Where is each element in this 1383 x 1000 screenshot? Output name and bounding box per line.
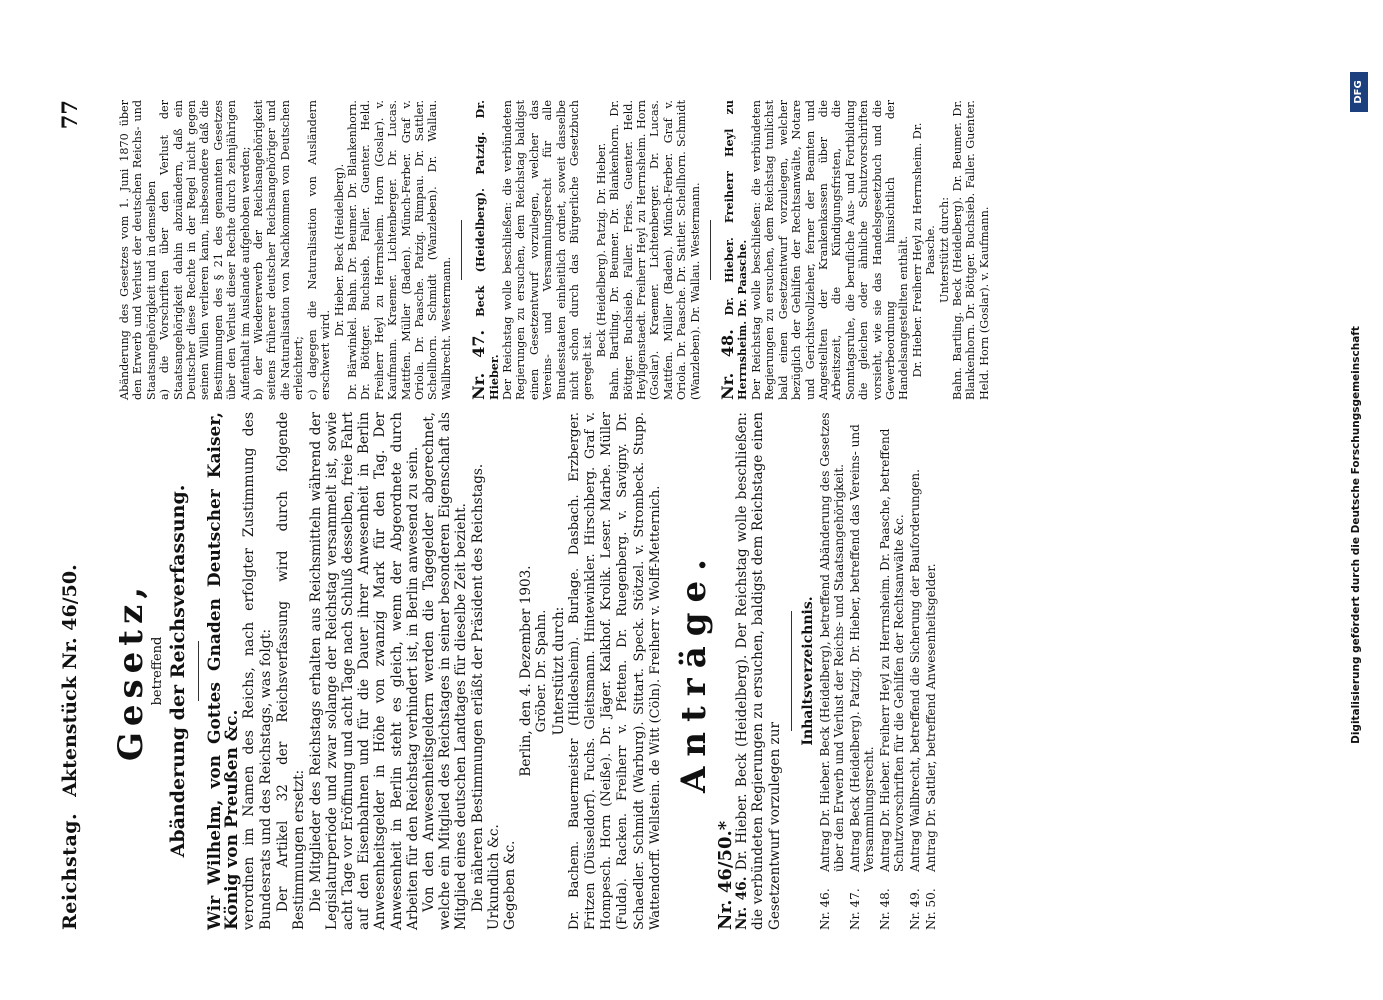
law-title: Gesetz, [111,580,151,762]
toc-row [878,412,906,930]
left-column [108,412,940,930]
nr46-label: Nr. 46. [734,876,751,930]
nr47-text: Der Reichstag wolle beschließen: die verbündeten Regierungen zu ersuchen, dem Reichstag baldigst einen Gesetzentwurf vorzulegen, welcher das Vereins- und Versammlungsrecht für alle Bundesstaaten einheitlich ordnet, soweit dasselbe nicht schon durch das Bürgerliche Gesetzbuch geregelt ist. [500,100,595,400]
toc-row [908,412,922,930]
header-left: Reichstag. [58,812,81,930]
nr47-signers: Beck (Heidelberg). Patzig. Dr. Hieber. [594,142,608,358]
right-column [118,100,991,400]
place-date: Berlin, den 4. Dezember 1903. [518,565,535,777]
nr48-signers: Dr. Hieber. Freiherr Heyl zu Herrnsheim. Dr. Paasche. [910,122,938,378]
divider [791,611,792,731]
law-enactment-formula: Wir Wilhelm, von Gottes Gnaden Deutscher Kaiser, König von Preußen &c. [205,412,243,930]
law-intro: verordnen im Namen des Reichs, nach erfolgter Zustimmung des Bundesrats und des Reichstags, was folgt: [241,412,275,930]
antraege-heading: Anträge. [674,549,715,793]
divider [461,220,462,280]
toc-text: Antrag Dr. Hieber. Freiherr Heyl zu Herrnsheim. Dr. Paasche, betreffend Schutzvorschriften für die Gehilfen der Rechtsanwälte &c. [878,428,907,872]
nr48-supported-label: Unterstützt durch: [937,197,951,303]
law-closing-1: Urkundlich &c. [485,824,502,930]
toc-text: Antrag Dr. Hieber. Beck (Heidelberg), betreffend Abänderung des Gesetzes über den Erwerb und Verlust der Reichs- und Staatsangehörigkeit. [818,412,847,872]
toc-text: Antrag Dr. Sattler, betreffend Anwesenheitsgelder. [924,563,939,872]
toc-number: Nr. 50. [924,888,939,930]
law-paragraph-1: Der Artikel 32 der Reichsverfassung wird durch folgende Bestimmungen ersetzt: [275,412,308,930]
header-document-number: Aktenstück Nr. 46/50. [58,564,81,797]
dfg-logo: DFG [1350,72,1368,112]
divider [710,220,711,280]
law-closing-2: Gegeben &c. [502,840,519,930]
law-subtitle: betreffend [150,636,165,706]
page-number: 77 [56,100,82,130]
nr48-label: Nr. 48. [718,329,738,400]
nr46-supporters: Dr. Bärwinkel. Bahn. Dr. Beumer. Dr. Blankenhorn. Dr. Böttger. Buchsieb. Faller. Guenter. Held. Freiherr Heyl zu Herrnsheim. Horn (Goslar). v. Kaufmann. Kraemer. Lichtenberger. Dr. Lucas. Mattfen. Müller (Baden). Münch-Ferber. Graf v. Oriola. Dr. Paasche. Patzig. Rimpau. Dr. Sattler. Schellhorn. Schmidt (Wanzleben). Dr. Wallau. Wallbrecht. Westermann. [345,100,453,400]
nr46-text: Dr. Hieber. Beck (Heidelberg). Der Reichstag wolle beschließen: die verbündeten Regierungen zu ersuchen, baldigst dem Reichstage einen Gesetzentwurf vorzulegen zur [734,412,783,930]
nr47-label: Nr. 47. [469,329,489,400]
toc-text: Antrag Beck (Heidelberg). Patzig. Dr. Hieber, betreffend das Vereins- und Versammlungsrecht. [848,424,877,872]
toc-title: Inhaltsverzeichnis. [799,596,816,746]
toc-row [848,412,876,930]
nr48-heading: Dr. Hieber. Freiherr Heyl zu Herrnsheim. Dr. Paasche. [722,100,750,400]
nr46-item-c: c) dagegen die Naturalisation von Ausländern erschwert wird. [305,100,333,400]
nr46-signers: Dr. Hieber. Beck (Heidelberg). [332,163,346,337]
law-supporters: Dr. Bachem. Bauermeister (Hildesheim). Burlage. Dasbach. Erzberger. Fritzen (Düsseldorf). Fuchs. Gleitsmann. Hintewinkler. Hirschberg. Graf v. Hompesch. Horn (Neiße). Dr. Jäger. Kalkhof. Krolik. Leser. Marbe. Müller (Fulda). Racken. Freiherr v. Pfetten. Dr. Ruegenberg. v. Savigny. Dr. Schaedler. Schmidt (Warburg). Sittart. Speck. Stötzel. v. Strombeck. Stupp. Wattendorff. Wellstein. de Witt (Cöln). Freiherr v. Wolff-Metternich. [566,412,663,930]
toc-row [818,412,846,930]
nr48-supporters: Bahn. Bartling. Beck (Heidelberg). Dr. Beumer. Dr. Blankenhorn. Dr. Böttger. Buchsieb. Faller. Guenter. Held. Horn (Goslar). v. Kaufmann. [950,100,991,400]
law-supported-label: Unterstützt durch: [550,606,567,736]
toc-row [924,412,938,930]
page-header [55,100,85,930]
nr47-supporters: Bahn. Bartling. Dr. Beumer. Dr. Blankenhorn. Dr. Böttger. Buchsieb. Faller. Fries. Guenter. Held. Heyligenstaedt. Freiherr Heyl zu Herrnsheim. Horn (Goslar). Kraemer. Lichtenberger. Dr. Lucas. Mattfen. Müller (Baden). Münch-Ferber. Graf v. Oriola. Dr. Paasche. Dr. Sattler. Schellhorn. Schmidt (Wanzleben). Dr. Wallau. Westermann. [608,100,702,400]
toc-number: Nr. 47. [848,888,863,930]
nr46-continuation: Abänderung des Gesetzes vom 1. Juni 1870 über den Erwerb und Verlust der deutschen Reichs- und Staatsangehörigkeit und in demselben [118,100,158,400]
law-paragraph-2: Die Mitglieder des Reichstags erhalten aus Reichsmitteln während der Legislaturperiode und zwar solange der Reichstag versammelt ist, sowie acht Tage vor Eröffnung und acht Tage nach Schluß desselben, freie Fahrt auf den Eisenbahnen und für die Dauer ihrer Anwesenheit in Berlin Anwesenheitsgelder in Höhe von zwanzig Mark für den Tag. Der Anwesenheit in Berlin steht es gleich, wenn der Abgeordnete durch Arbeiten für den Reichstag verhindert ist, in Berlin anwesend zu sein. [307,412,421,930]
nr47-heading: Beck (Heidelberg). Patzig. Dr. Hieber. [473,99,501,400]
nr46-item-a: a) die Vorschriften über den Verlust der Staatsangehörigkeit dahin abzuändern, daß ein Deutscher diese Rechte in der Regel nicht gegen seinen Willen verlieren kann, insbesondere daß die Bestimmungen des § 21 des genannten Gesetzes über den Verlust dieser Rechte durch zehnjährigen Aufenthalt im Auslande aufgehoben werden; [158,100,252,400]
toc-number: Nr. 46. [818,888,833,930]
digitization-stamp: Digitalisierung gefördert durch die Deutsche Forschungsgemeinschaft [1350,326,1362,744]
toc-number: Nr. 48. [878,888,893,930]
law-topic: Abänderung der Reichsverfassung. [167,484,190,858]
table-of-contents [818,412,938,930]
document-page [0,70,1383,1000]
divider [198,641,199,701]
nr48-text: Der Reichstag wolle beschließen: die verbündeten Regierungen zu ersuchen, dem Reichstag tunlichst bald einen Gesetzentwurf vorzulegen, welcher bezüglich der Gehilfen der Rechtsanwälte, Notare und Gerichtsvollzieher, ferner der Beamten und Angestellten der Krankenkassen über die Arbeitszeit, die Kündigungsfristen, die Sonntagsruhe, die berufliche Aus- und Fortbildung die gleichen oder ähnliche Schutzvorschriften vorsieht, wie sie das Handelsgesetzbuch und die Gewerbeordnung hinsichtlich der Handelsangestellten enthält. [749,100,911,400]
antraege-number: Nr. 46/50.* [715,820,737,930]
toc-text: Antrag Wallbrecht, betreffend die Sicherung der Bauforderungen. [908,469,923,872]
law-paragraph-3: Von den Anwesenheitsgeldern werden die Tagegelder abgerechnet, welche ein Mitglied des Reichstages in seiner besonderen Eigenschaft als Mitglied eines deutschen Landtages für dieselbe Zeit bezieht. [421,412,470,930]
law-paragraph-4: Die näheren Bestimmungen erläßt der Präsident des Reichstags. [469,463,486,912]
nr46-item-b: b) der Wiedererwerb der Reichsangehörigkeit seitens früherer deutscher Reichsangehöriger und die Naturalisation von Nachkommen von Deutschen erleichtert; [252,100,306,400]
toc-number: Nr. 49. [908,888,923,930]
law-signers: Gröber. Dr. Spahn. [534,609,550,733]
